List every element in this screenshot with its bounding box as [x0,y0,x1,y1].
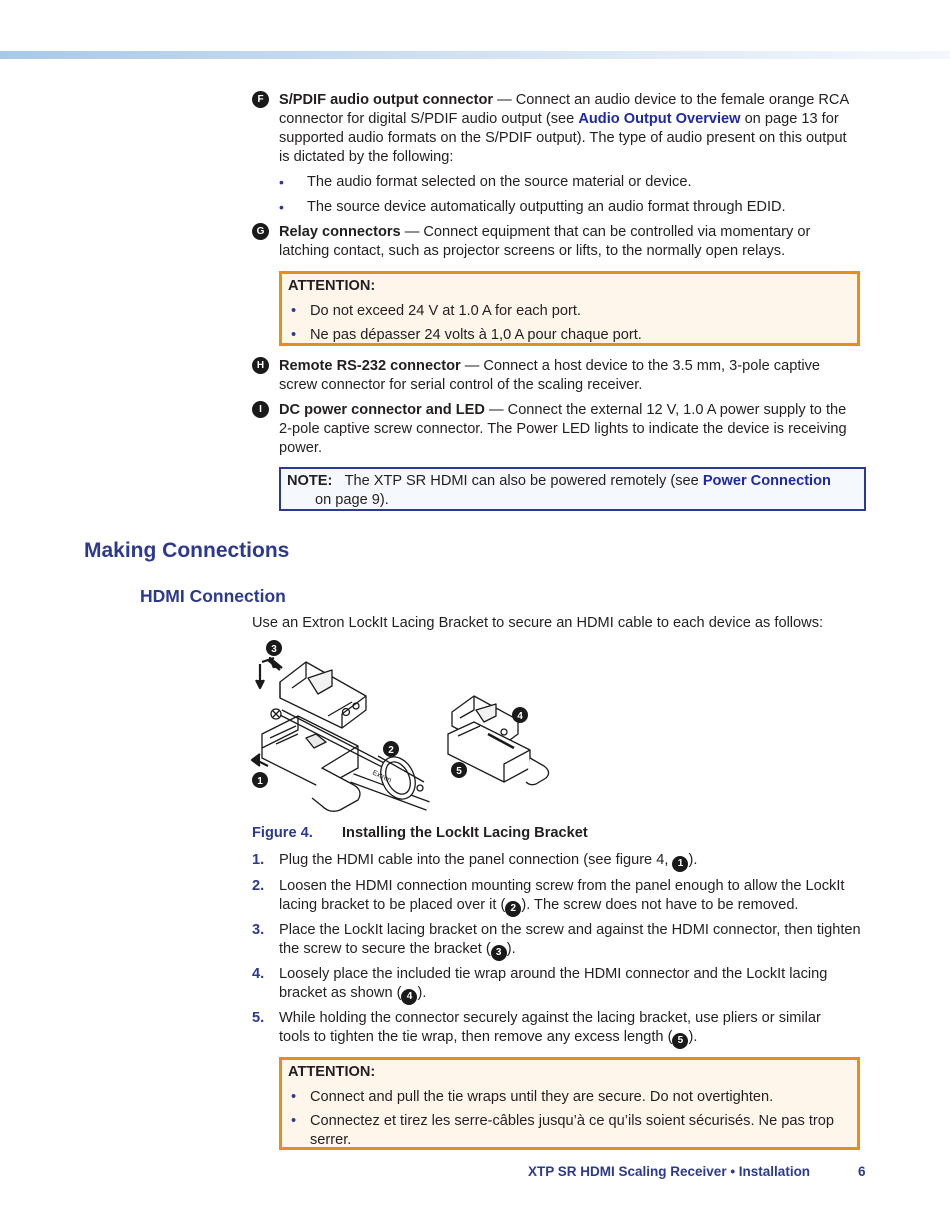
note-line1 [287,472,831,491]
step-text: While holding the connector securely against the lacing bracket, use pliers or similar tools to tighten the tie wrap, then remove any excess length ( [279,1010,821,1045]
bullet-dot-icon: • [291,303,297,319]
callout-2-icon: 2 [505,901,521,917]
cable-text: Extron [371,769,393,785]
figure-callout-3: 3 [271,644,277,655]
bullet-text: The source device automatically outputting an audio format through EDID. [307,199,786,215]
attention-item-text: Do not exceed 24 V at 1.0 A for each port. [310,303,581,319]
callout-5-icon: 5 [672,1033,688,1049]
callout-3-icon: 3 [491,945,507,961]
attention-item-text: Connectez et tirez les serre-câbles jusqu’à ce qu’ils soient sécurisés. Ne pas trop serrer. [310,1113,834,1148]
page-number: 6 [858,1164,866,1179]
step-text: Loosely place the included tie wrap around the HDMI connector and the LockIt lacing bracket as shown ( [279,966,828,1001]
step-number: 1. [252,852,265,868]
bullet-dot-icon: • [279,199,284,215]
attention-box [279,271,860,346]
item-rs232-text: — Connect a host device to the 3.5 mm, 3-pole captive screw connector for serial control of the scaling receiver. [279,358,821,393]
figure-callout-5: 5 [456,766,462,777]
item-spdif [279,91,859,167]
bullet-dot-icon: • [291,1113,297,1129]
attention-item [291,302,840,321]
figure-callout-1: 1 [257,776,263,787]
callout-i-icon: I [252,401,269,418]
item-relay-title: Relay connectors [279,224,401,240]
header-gradient-bar [0,51,950,59]
step-number: 5. [252,1010,265,1026]
figure-callout-2: 2 [388,745,394,756]
link-power-connection[interactable]: Power Connection [702,473,831,489]
step-text-end: ). [688,852,698,868]
step-item [252,851,869,872]
step-item [252,965,854,1005]
item-dc-power-title: DC power connector and LED [279,402,485,418]
item-relay-text: — Connect equipment that can be controlled via momentary or latching contact, such as projector screens or lifts, to the normally open relays. [279,224,811,259]
section-title: Making Connections [84,539,290,562]
bullet-text: The audio format selected on the source material or device. [307,174,692,190]
lockit-bracket-figure [248,638,558,816]
note-label: NOTE: [287,473,333,489]
item-dc-power [279,401,854,458]
step-item [252,1009,854,1049]
attention-heading: ATTENTION: [288,1064,376,1080]
callout-h-icon: H [252,357,269,374]
figure-label: Figure 4. [252,825,313,841]
figure-title: Installing the LockIt Lacing Bracket [342,825,588,841]
item-rs232 [279,357,859,395]
note-box [279,467,866,511]
item-spdif-tail: on page 13 for supported audio formats on the S/PDIF output). The type of audio present on this output is dictated by the following: [279,111,847,165]
step-text: Plug the HDMI cable into the panel connection (see figure 4, [279,852,673,868]
attention-item [291,1112,840,1150]
footer-title: XTP SR HDMI Scaling Receiver • Installation [528,1164,811,1179]
intro-text: Use an Extron LockIt Lacing Bracket to secure an HDMI cable to each device as follows: [252,615,824,631]
bullet-dot-icon: • [291,1089,297,1105]
attention-item [291,326,840,345]
bullet-dot-icon: • [279,174,284,190]
step-number: 2. [252,878,265,894]
callout-4-icon: 4 [401,989,417,1005]
item-rs232-title: Remote RS-232 connector [279,358,461,374]
step-text-end: ). [688,1029,698,1045]
attention-item-text: Ne pas dépasser 24 volts à 1,0 A pour chaque port. [310,327,642,343]
step-text-end: ). [506,941,516,957]
callout-1-icon: 1 [672,856,688,872]
step-text: Place the LockIt lacing bracket on the screw and against the HDMI connector, then tighten the screw to secure the bracket ( [279,922,861,957]
attention-item [291,1088,840,1107]
step-text-end: ). [417,985,427,1001]
subsection-title: HDMI Connection [140,586,286,606]
step-number: 3. [252,922,265,938]
item-relay [279,223,859,261]
attention-heading: ATTENTION: [288,278,376,294]
step-text: Loosen the HDMI connection mounting screw from the panel enough to allow the LockIt lacing bracket to be placed over it ( [279,878,845,913]
note-text: The XTP SR HDMI can also be powered remotely (see [344,473,703,489]
link-audio-output-overview[interactable]: Audio Output Overview [578,111,741,127]
item-spdif-lead: — Connect an audio device to the female orange RCA connector for digital S/PDIF audio output (see [279,92,849,127]
bullet-dot-icon: • [291,327,297,343]
figure-callout-4: 4 [517,711,523,722]
note-tail: on page 9). [315,492,389,508]
attention-box [279,1057,860,1150]
item-spdif-title: S/PDIF audio output connector [279,92,494,108]
attention-item-text: Connect and pull the tie wraps until they are secure. Do not overtighten. [310,1089,774,1105]
callout-f-icon: F [252,91,269,108]
step-item [252,921,869,961]
step-text-end: ). The screw does not have to be removed. [521,897,799,913]
step-number: 4. [252,966,265,982]
step-item [252,877,869,917]
item-dc-power-text: — Connect the external 12 V, 1.0 A power supply to the 2-pole captive screw connector. The Power LED lights to indicate the device is receiving power. [279,402,847,456]
callout-g-icon: G [252,223,269,240]
